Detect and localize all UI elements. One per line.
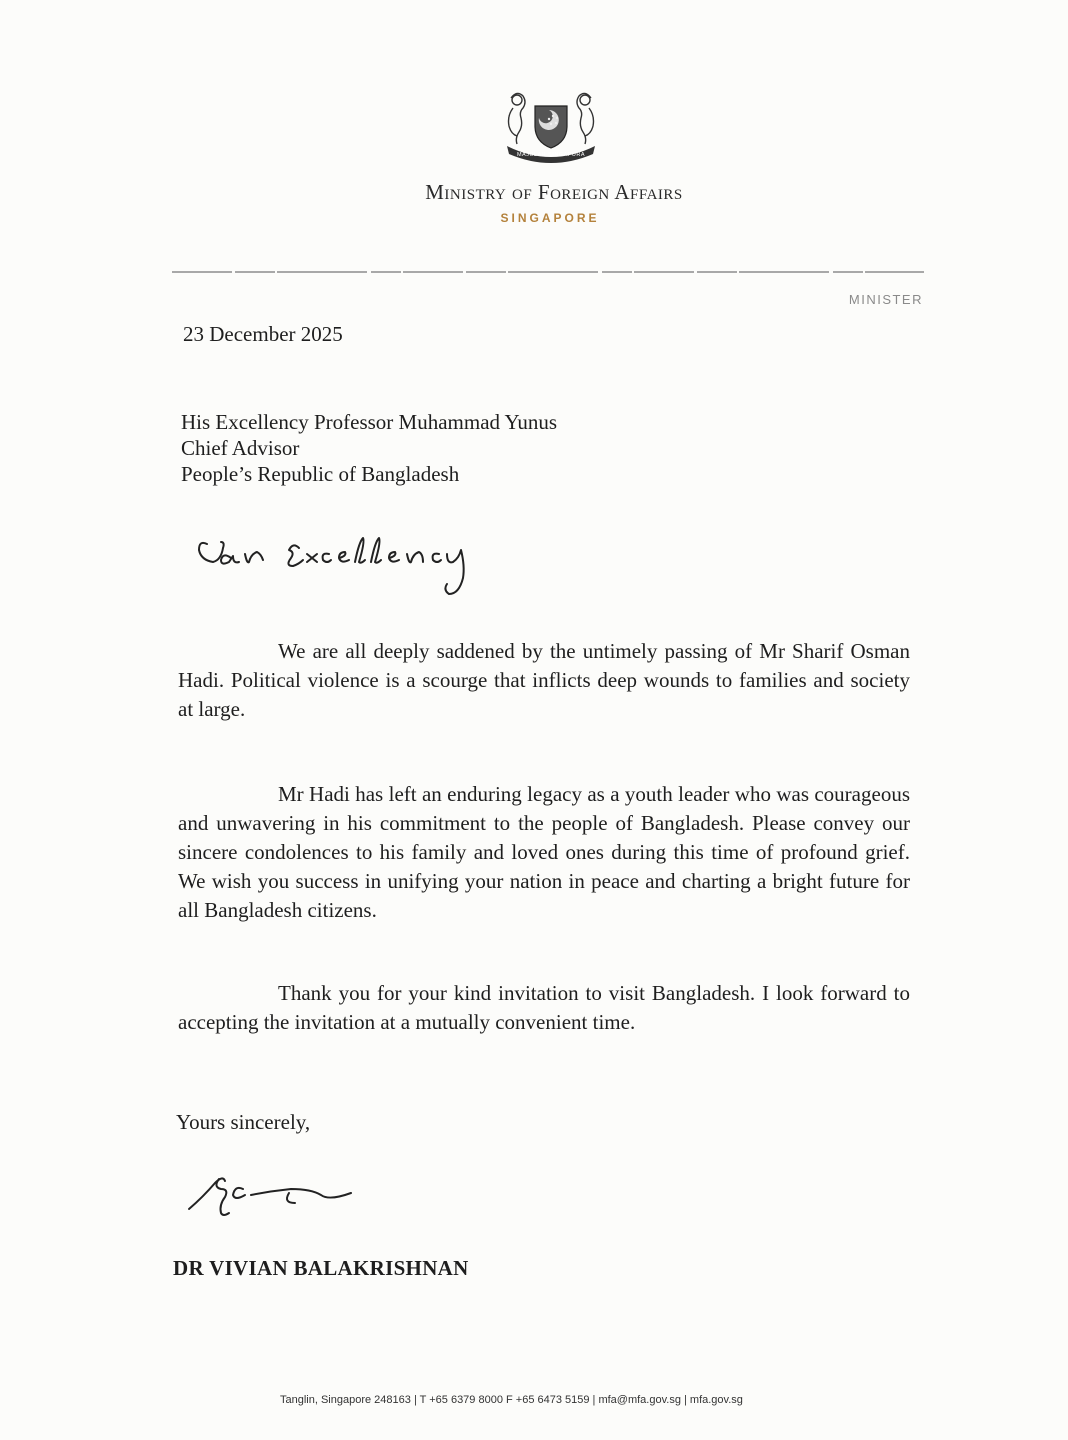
organization-name: Ministry of Foreign Affairs	[425, 180, 683, 204]
letterhead-divider	[172, 270, 924, 274]
handwritten-salutation	[195, 532, 535, 612]
addressee-name: His Excellency Professor Muhammad Yunus	[181, 410, 557, 434]
body-paragraph: Mr Hadi has left an enduring legacy as a youth leader who was courageous and unwavering in his commitment to the people of Bangladesh. Please convey our sincere condolences to his family and loved ones during this time of profound grief. We wish you success in unifying your nation in peace and charting a bright future for all Bangladesh citizens.	[178, 782, 910, 922]
closing-phrase: Yours sincerely,	[176, 1110, 311, 1134]
addressee-block	[181, 409, 557, 487]
organization-country: SINGAPORE	[500, 211, 600, 225]
crest-motto: MAJULAH SINGAPURA	[516, 152, 586, 158]
signatory-name: DR VIVIAN BALAKRISHNAN	[173, 1256, 469, 1280]
singapore-crest-icon	[497, 88, 605, 164]
footer-contact: Tanglin, Singapore 248163 | T +65 6379 8000 F +65 6473 5159 | mfa@mfa.gov.sg | mfa.gov.sg	[280, 1394, 743, 1406]
letter-date: 23 December 2025	[183, 322, 343, 346]
addressee-country: People’s Republic of Bangladesh	[181, 462, 460, 486]
body-paragraph: We are all deeply saddened by the untimely passing of Mr Sharif Osman Hadi. Political violence is a scourge that inflicts deep wounds to families and society at large.	[178, 639, 910, 721]
addressee-title: Chief Advisor	[181, 436, 300, 460]
office-label: MINISTER	[848, 292, 923, 307]
signature-image	[185, 1165, 360, 1225]
body-paragraph: Thank you for your kind invitation to visit Bangladesh. I look forward to accepting the invitation at a mutually convenient time.	[178, 981, 910, 1034]
